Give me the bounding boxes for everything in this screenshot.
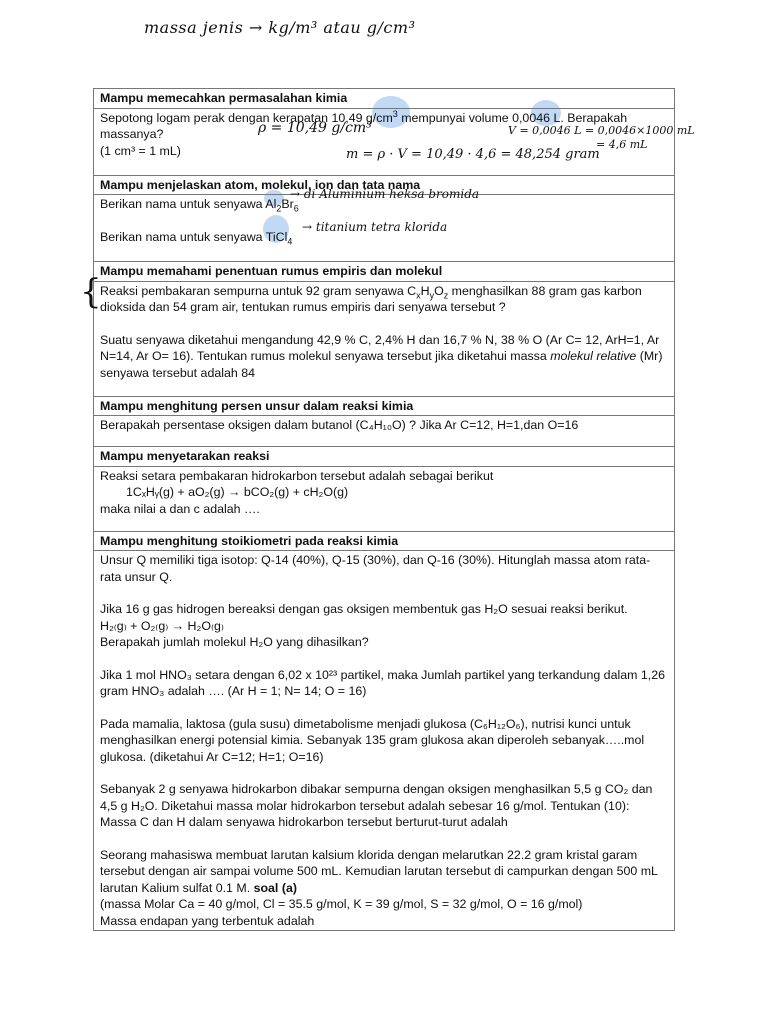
- section-heading-stoichiometry: Mampu menghitung stoikiometri pada reaksi kimia: [94, 531, 675, 551]
- subscript: 4: [287, 235, 293, 246]
- question-balancing-ask: maka nilai a dan c adalah ….: [100, 501, 260, 516]
- question-hydrocarbon-mass: Massa C dan H dalam senyawa hidrokarbon tersebut berturut-turut adalah: [100, 815, 508, 829]
- handwritten-top-note: massa jenis → kg/m³ atau g/cm³: [144, 18, 416, 37]
- question-glucose-mol: Pada mamalia, laktosa (gula susu) dimetabolisme menjadi glukosa (C₆H₁₂O₆), nutrisi kunci untuk menghasilkan energi potensial kimia. Sebanyak 135 gram glukosa akan diperoleh sebanyak…..mol glukosa. (diketahui Ar C=12; H=1; O=16): [100, 716, 645, 764]
- question-hno3-particles: Jika 1 mol HNO₃ setara dengan 6,02 x 10²³ partikel, maka Jumlah partikel yang terkandung dalam 1,26 gram HNO₃ adalah …. (Ar H = 1; N= 14; O = 16): [100, 667, 665, 698]
- subscript: y: [429, 289, 435, 300]
- superscript: 3: [392, 108, 398, 119]
- question-text: Sepotong logam perak dengan kerapatan 10,49 g/cm: [100, 110, 393, 125]
- question-calcium-chloride: [100, 847, 668, 897]
- question-h2o-molecules: Berapakah jumlah molekul H₂O yang dihasilkan?: [100, 635, 369, 649]
- section-heading-balancing: Mampu menyetarakan reaksi: [94, 447, 675, 467]
- question-text: H: [420, 283, 430, 298]
- section-body-percent-element: [94, 416, 675, 447]
- question-text: Berikan nama untuk senyawa Al: [100, 197, 277, 211]
- handwritten-volume-line2: = 4,6 mL: [596, 138, 648, 151]
- question-unit-note: (1 cm³ = 1 mL): [100, 143, 181, 158]
- handwritten-mass-calculation: m = ρ · V = 10,49 · 4,6 = 48,254 gram: [346, 147, 600, 162]
- subscript: x: [416, 289, 421, 300]
- question-text: mempunyai volume 0,0046 L. Berapakah massanya?: [100, 110, 628, 141]
- handwritten-density: ρ = 10,49 g/cm³: [258, 120, 372, 136]
- section-body-problem-solving: [94, 108, 675, 175]
- handwritten-brace: {: [80, 272, 102, 312]
- molar-mass-data: (massa Molar Ca = 40 g/mol, Cl = 35.5 g/mol, K = 39 g/mol, S = 32 g/mol, O = 16 g/mol): [100, 897, 583, 911]
- subscript: 2: [276, 203, 282, 214]
- question-text: O: [434, 283, 444, 298]
- handwritten-volume-line1: V = 0,0046 L = 0,0046×1000 mL: [508, 124, 695, 137]
- question-isotope-mass: Unsur Q memiliki tiga isotop: Q-14 (40%), Q-15 (30%), dan Q-16 (30%). Hitunglah massa atom rata-rata unsur Q.: [100, 553, 651, 584]
- question-hydrocarbon-combustion: Sebanyak 2 g senyawa hidrokarbon dibakar sempurna dengan oksigen menghasilkan 5,5 g CO₂ dan 4,5 g H₂O. Diketahui massa molar hidrokarbon tersebut adalah sebesar 16 g/mol. Tentukan (10):: [100, 782, 653, 813]
- subscript: z: [443, 289, 449, 300]
- question-precipitate-mass: Massa endapan yang terbentuk adalah: [100, 913, 315, 928]
- question-butanol-oxygen: Berapakah persentase oksigen dalam butanol (C₄H₁₀O) ? Jika Ar C=12, H=1,dan O=16: [100, 418, 579, 432]
- section-body-empirical-formula: [94, 281, 675, 396]
- handwritten-ticl4-name: → titanium tetra klorida: [302, 220, 448, 234]
- bold-label: soal (a): [253, 880, 297, 895]
- section-heading-percent-element: Mampu menghitung persen unsur dalam reaksi kimia: [94, 396, 675, 416]
- question-balancing-intro: Reaksi setara pembakaran hidrokarbon tersebut adalah sebagai berikut: [100, 468, 494, 483]
- section-body-balancing: [94, 466, 675, 531]
- section-body-stoichiometry: [94, 551, 675, 931]
- question-text: Suatu senyawa diketahui mengandung 42,9 % C, 2,4% H dan 16,7 % N, 38 % O (Ar C= 12, ArH=1, Ar N=14, Ar O= 16). Tentukan rumus molekul senyawa tersebut jika diketahui massa: [100, 332, 660, 363]
- question-sheet: [93, 88, 675, 931]
- question-text: Berikan nama untuk senyawa TiCl: [100, 229, 288, 244]
- section-heading-empirical-formula: Mampu memahami penentuan rumus empiris dan molekul: [94, 262, 675, 282]
- subscript: 6: [293, 203, 299, 214]
- question-text: Br: [281, 197, 294, 211]
- question-combustion-cxhyoz: [100, 283, 668, 316]
- italic-term: molekul relative: [550, 349, 637, 363]
- question-text: menghasilkan 88 gram gas karbon dioksida dan 54 gram air, tentukan rumus empiris dari senyawa tersebut ?: [100, 283, 642, 314]
- reaction-h2-o2: H₂₍g₎ + O₂₍g₎ → H₂O₍g₎: [100, 618, 224, 633]
- question-text: Reaksi pembakaran sempurna untuk 92 gram senyawa C: [100, 283, 417, 298]
- section-heading-nomenclature: Mampu menjelaskan atom, molekul, ion dan tata nama: [94, 175, 675, 195]
- question-text: (Mr) senyawa tersebut adalah 84: [100, 349, 663, 380]
- section-heading-problem-solving: Mampu memecahkan permasalahan kimia: [94, 89, 675, 109]
- reaction-equation: 1CₓHᵧ(g) + aO₂(g) → bCO₂(g) + cH₂O(g): [126, 485, 349, 499]
- question-hydrogen-reaction: Jika 16 g gas hidrogen bereaksi dengan gas oksigen membentuk gas H₂O sesuai reaksi berikut.: [100, 602, 628, 616]
- question-molecular-formula: [100, 332, 668, 382]
- question-text: Seorang mahasiswa membuat larutan kalsium klorida dengan melarutkan 22.2 gram kristal garam tersebut dengan air sampai volume 500 mL. Kemudian larutan tersebut di campurkan dengan 500 mL larutan Kalium sulfat 0.1 M.: [100, 847, 658, 895]
- handwritten-al2br6-name: → di Aluminium heksa bromida: [290, 187, 480, 201]
